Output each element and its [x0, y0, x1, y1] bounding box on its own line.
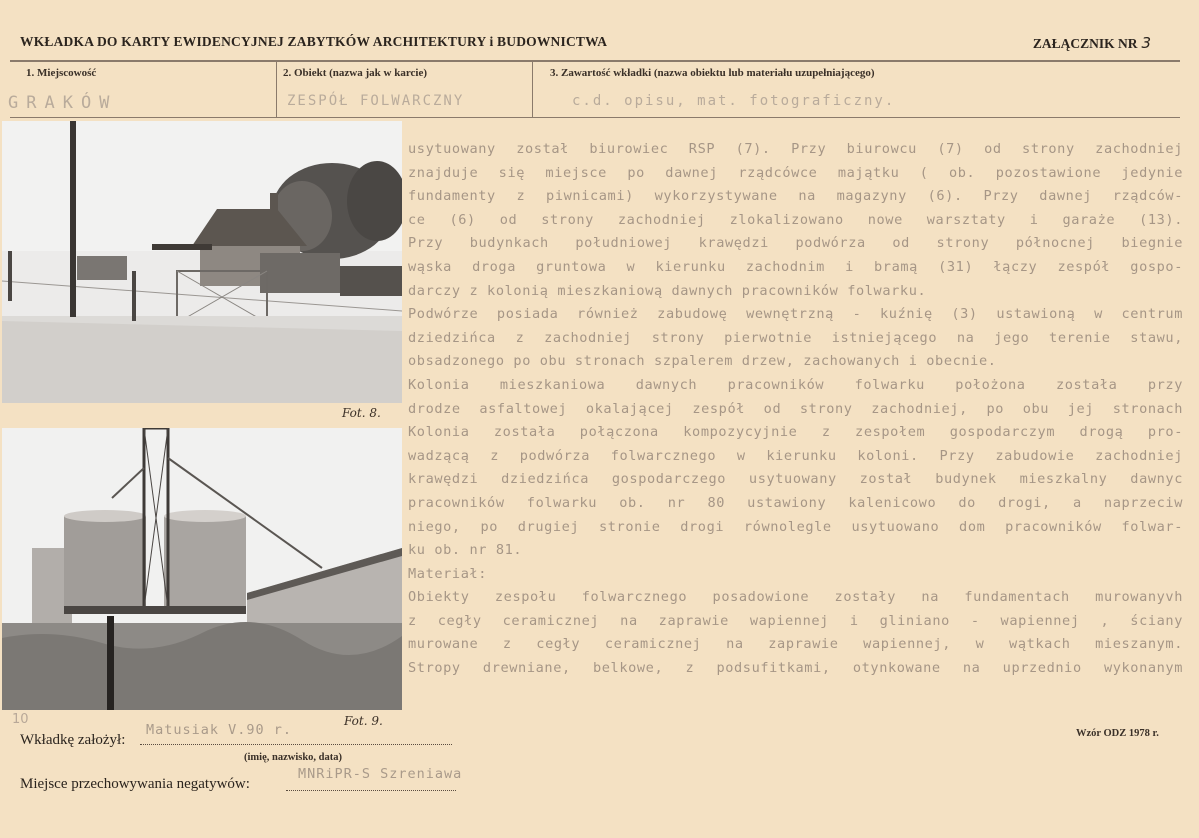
text-line: Materiał:	[408, 565, 488, 582]
place-label: 1. Miejscowość	[26, 67, 97, 79]
photo-silos	[2, 428, 402, 710]
text-line: wąska droga gruntowa w kierunku zachodnim i bramą (31) łączy zespół gospo-	[408, 258, 1183, 275]
founder-sub-label: (imię, nazwisko, data)	[244, 752, 342, 763]
form-code: Wzór ODZ 1978 r.	[1076, 728, 1159, 739]
document-title: WKŁADKA DO KARTY EWIDENCYJNEJ ZABYTKÓW ARCHITEKTURY i BUDOWNICTWA	[20, 34, 608, 49]
photo-silos-image	[2, 428, 402, 710]
text-line: dziedzińca z zachodniej strony pierwotnie istniejącego na jego terenie stawu,	[408, 329, 1183, 346]
text-line: krawędzi dziedzińca gospodarczego usytuowany został budynek mieszkalny dawnyc	[408, 471, 1183, 488]
contents-value: c.d. opisu, mat. fotograficzny.	[572, 93, 896, 109]
founder-label: Wkładkę założył:	[20, 732, 126, 748]
text-line: z cegły ceramicznej na zaprawie wapiennej i gliniano - wapiennej , ściany	[408, 612, 1183, 629]
page-mark: 10	[12, 712, 29, 727]
photo-farm-buildings	[2, 121, 402, 403]
header-rule-bottom	[10, 117, 1180, 118]
text-line: Kolonia mieszkaniowa dawnych pracowników folwarku położona została przy	[408, 376, 1183, 393]
object-label: 2. Obiekt (nazwa jak w karcie)	[283, 67, 428, 79]
text-line: drodze asfaltowej okalającej zespół od strony zachodniej, po obu jej stronach	[408, 400, 1183, 417]
annex-number-value: 3	[1141, 34, 1151, 52]
photo-1-caption: Fot. 8.	[342, 406, 381, 420]
text-line: darczy z kolonią mieszkaniową dawnych pracowników folwarku.	[408, 282, 927, 299]
place-value: GRAKÓW	[8, 93, 118, 113]
text-line: fundamenty z piwnicami) wykorzystywane na magazyny (6). Przy dawnej rządców-	[408, 188, 1183, 205]
text-line: usytuowany został biurowiec RSP (7). Przy biurowcu (7) od strony zachodniej	[408, 141, 1183, 157]
founder-dotted-line	[140, 744, 452, 745]
header-rule-top	[10, 60, 1180, 62]
storage-value: MNRiPR-S Szreniawa	[298, 766, 463, 782]
storage-dotted-line	[286, 790, 456, 791]
photo-2-caption: Fot. 9.	[344, 714, 383, 728]
text-line: Przy budynkach południowej krawędzi podwórza od strony północnej biegnie	[408, 235, 1183, 252]
text-line: ku ob. nr 81.	[408, 542, 523, 559]
text-line: znajduje się miejsce po dawnej rządcówce majątku ( ob. pozostawione jedynie	[408, 164, 1183, 181]
text-line: wadzącą z podwórza folwarcznego w kierunku koloni. Przy zabudowie zachodniej	[408, 447, 1183, 464]
description-text	[408, 138, 1183, 681]
text-line: Kolonia została połączona kompozycyjnie z zespołem gospodarczym drogą pro-	[408, 424, 1183, 441]
text-line: pracowników folwarku ob. nr 80 ustawiony kalenicowo do drogi, a naprzeciw	[408, 494, 1183, 511]
annex-label: ZAŁĄCZNIK NR	[1032, 36, 1138, 51]
text-line: Podwórze posiada również zabudowę wewnętrzną - kuźnię (3) ustawioną w centrum	[408, 306, 1183, 323]
founder-value: Matusiak V.90 r.	[146, 722, 293, 738]
text-line: niego, po drugiej stronie drogi równolegle usytuowano dom pracowników folwar-	[408, 518, 1183, 535]
photo-farm-buildings-image	[2, 121, 402, 403]
storage-label: Miejsce przechowywania negatywów:	[20, 776, 250, 792]
text-line: murowane z cegły ceramicznej na zaprawie wapiennej, w wątkach mieszanym.	[408, 636, 1183, 653]
text-line: Obiekty zespołu folwarcznego posadowione zostały na fundamentach murowanyvh	[408, 589, 1183, 606]
text-line: Stropy drewniane, belkowe, z podsufitkami, otynkowane na uprzednio wykonanym	[408, 660, 1183, 677]
text-line: ce (6) od strony zachodniej zlokalizowano nowe warsztaty i garaże (13).	[408, 211, 1183, 228]
object-value: ZESPÓŁ FOLWARCZNY	[287, 93, 465, 109]
column-divider-1	[276, 61, 277, 117]
annex-number	[1033, 34, 1151, 52]
column-divider-2	[532, 61, 533, 117]
text-line: obsadzonego po obu stronach szpalerem drzew, zachowanych i obecnie.	[408, 353, 997, 370]
contents-label: 3. Zawartość wkładki (nazwa obiektu lub materiału uzupełniającego)	[550, 67, 875, 79]
